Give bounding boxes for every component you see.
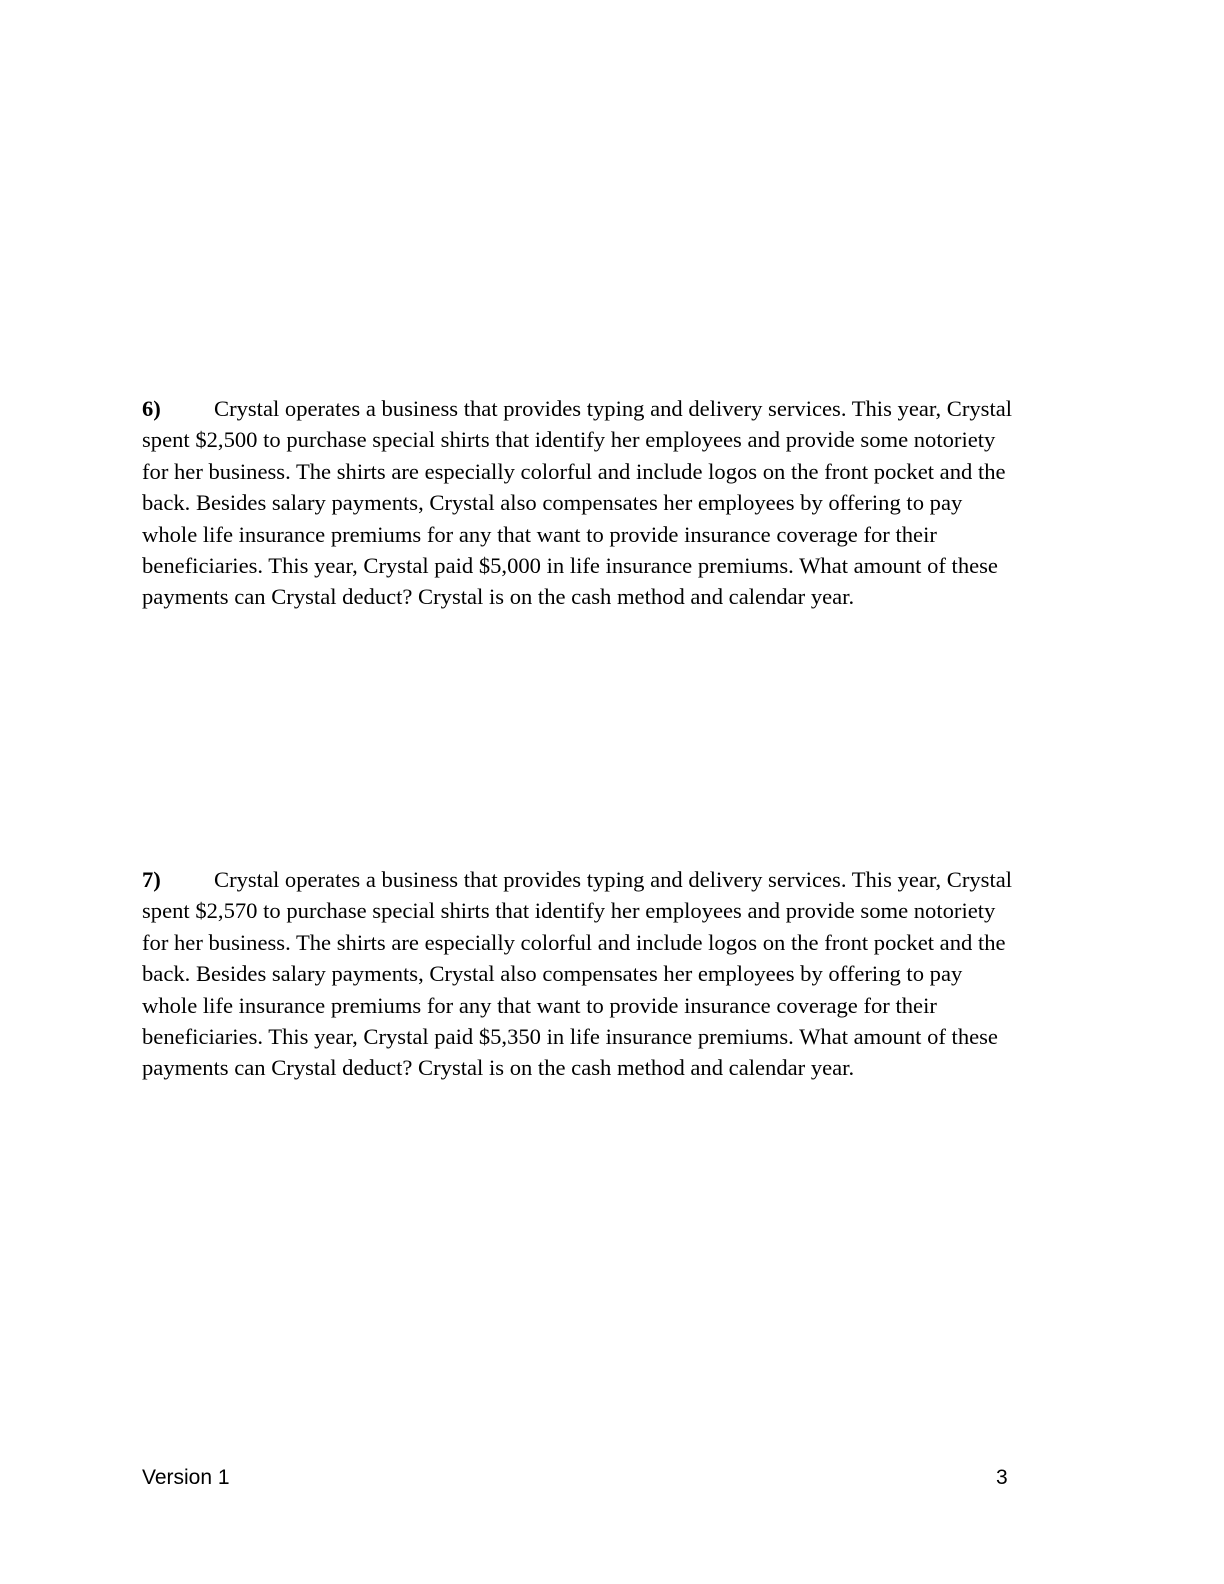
question-6 [142, 393, 1072, 613]
question-line: payments can Crystal deduct? Crystal is on the cash method and calendar year. [142, 1055, 855, 1081]
question-text: Crystal operates a business that provides typing and delivery services. This year, Crystal [214, 867, 1013, 892]
footer-page-number: 3 [996, 1466, 1008, 1489]
question-line: for her business. The shirts are especially colorful and include logos on the front pocket and the [142, 458, 1006, 484]
question-line: payments can Crystal deduct? Crystal is on the cash method and calendar year. [142, 584, 855, 610]
question-line: beneficiaries. This year, Crystal paid $5,350 in life insurance premiums. What amount of these [142, 1024, 998, 1050]
question-line: whole life insurance premiums for any that want to provide insurance coverage for their [142, 992, 937, 1018]
footer-version: Version 1 [142, 1466, 230, 1489]
question-7 [142, 864, 1072, 1084]
question-line: whole life insurance premiums for any that want to provide insurance coverage for their [142, 521, 937, 547]
question-line [142, 864, 1072, 895]
question-line: spent $2,500 to purchase special shirts that identify her employees and provide some notoriety [142, 427, 996, 453]
question-line: spent $2,570 to purchase special shirts that identify her employees and provide some notoriety [142, 898, 996, 924]
question-number: 7) [142, 867, 161, 892]
question-line [142, 393, 1072, 424]
question-line: back. Besides salary payments, Crystal also compensates her employees by offering to pay [142, 961, 963, 987]
question-line: for her business. The shirts are especially colorful and include logos on the front pocket and the [142, 929, 1006, 955]
question-text: Crystal operates a business that provides typing and delivery services. This year, Crystal [214, 396, 1013, 421]
question-line: back. Besides salary payments, Crystal also compensates her employees by offering to pay [142, 490, 963, 516]
question-number: 6) [142, 396, 161, 421]
question-line: beneficiaries. This year, Crystal paid $5,000 in life insurance premiums. What amount of these [142, 553, 998, 579]
